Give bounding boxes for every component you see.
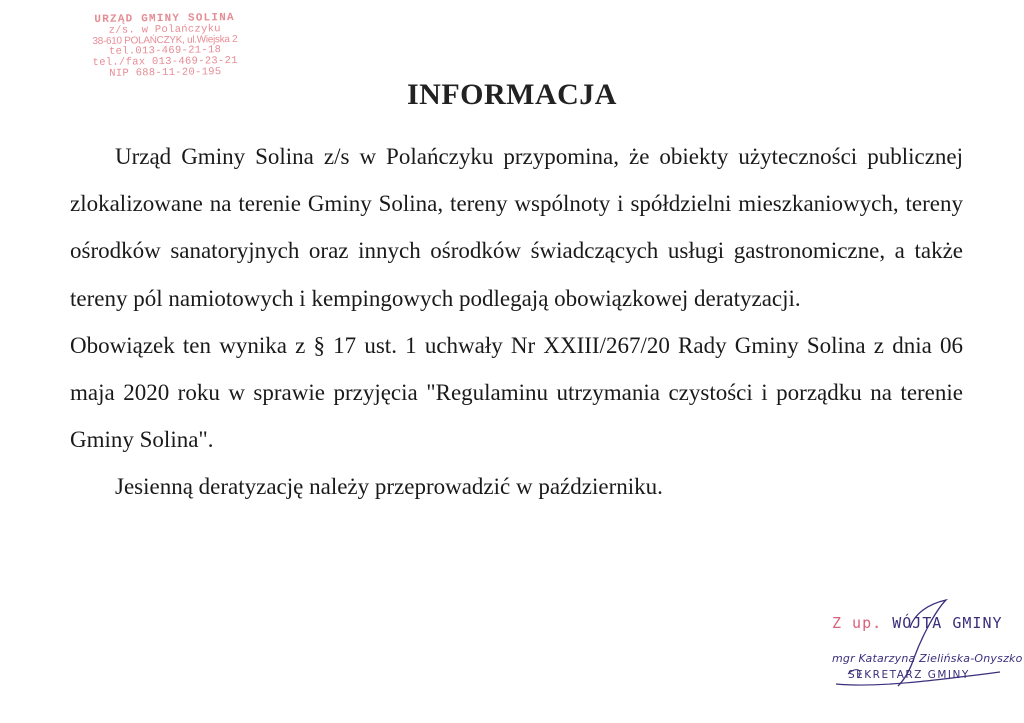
stamp-phone: tel.013-469-21-18: [108, 44, 222, 59]
stamp-seat: z/s. w Polańczyku: [108, 23, 221, 37]
stamp-fax: tel./fax 013-469-23-21: [92, 55, 238, 70]
document-title: INFORMACJA: [407, 78, 617, 111]
stamp-office-name: URZĄD GMINY SOLINA: [94, 12, 235, 26]
stamp-nip: NIP 688-11-20-195: [109, 66, 222, 80]
paragraph-3: Jesienną deratyzację należy przeprowadzić w październiku.: [115, 474, 663, 500]
signature-role: WÓJTA GMINY: [892, 614, 1003, 632]
stamp-address: 38-610 POLAŃCZYK, ul.Wiejska 2: [92, 33, 238, 47]
paragraph-1: Urząd Gminy Solina z/s w Polańczyku przypomina, że obiekty użyteczności publicznej zlokalizowane na terenie Gminy Solina, tereny wspólnoty i spółdzielni mieszkaniowych, tereny ośrodków sanatoryjnych oraz innych ośrodków świadczących usługi gastronomiczne, a także tereny pól namiotowych i kempingowych podlegają obowiązkowej deratyzacji.: [70, 144, 963, 311]
signatory-title: SEKRETARZ GMINY: [848, 669, 970, 681]
signature-authority: [832, 614, 1003, 632]
signature-stamp: [818, 596, 1023, 696]
handwritten-signature-icon: [818, 596, 1018, 696]
office-stamp: [70, 13, 261, 80]
document-body: [70, 133, 963, 511]
signatory-name: mgr Katarzyna Zielińska-Onyszko: [832, 652, 1023, 665]
signature-prefix: Z up.: [832, 614, 883, 632]
paragraph-2: Obowiązek ten wynika z § 17 ust. 1 uchwały Nr XXIII/267/20 Rady Gminy Solina z dnia 06 maja 2020 roku w sprawie przyjęcia "Regulaminu utrzymania czystości i porządku na terenie Gminy Solina".: [70, 332, 963, 453]
